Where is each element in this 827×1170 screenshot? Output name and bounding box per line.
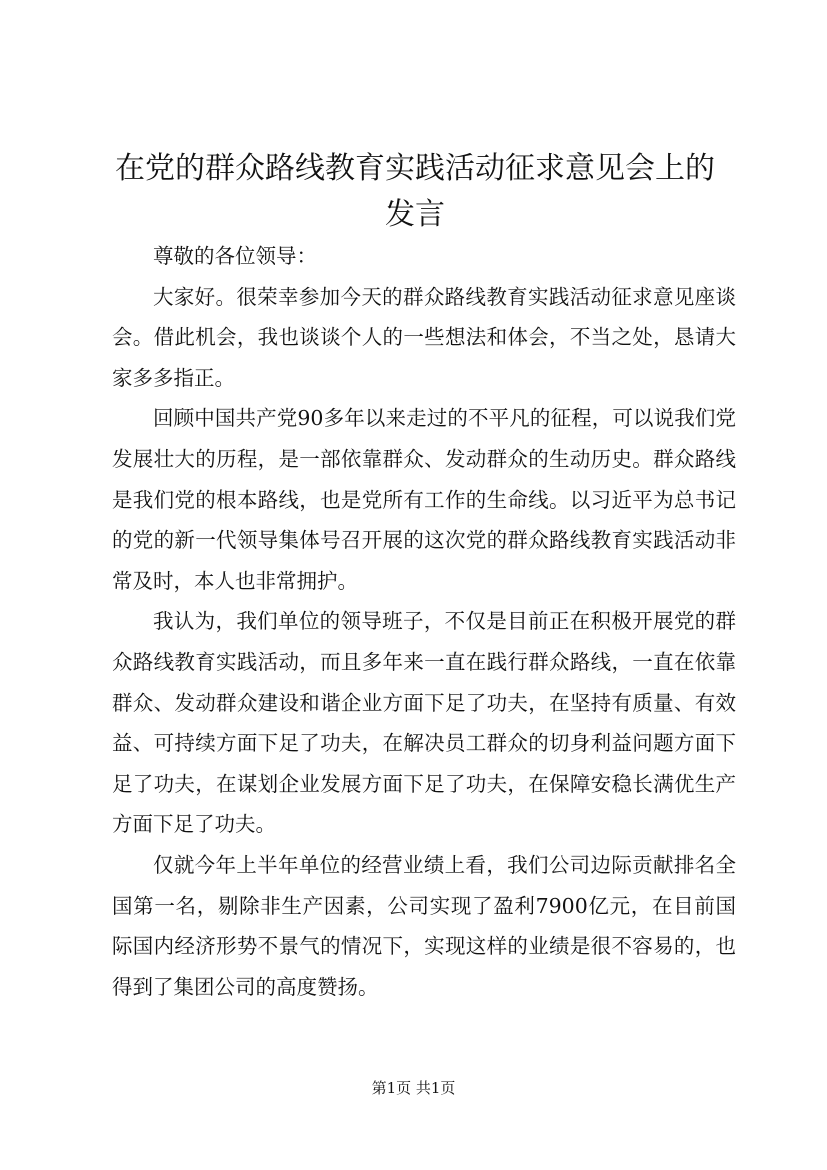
paragraph-history: 回顾中国共产党90多年以来走过的不平凡的征程，可以说我们党发展壮大的历程，是一部依靠群众、发动群众的生动历史。群众路线是我们党的根本路线，也是党所有工作的生命线。以习近平为总书记的党的新一代领导集体号召开展的这次党的群众路线教育实践活动非常及时，本人也非常拥护。	[112, 406, 736, 593]
document-title: 在党的群众路线教育实践活动征求意见会上的发言	[115, 151, 715, 232]
paragraph-leadership: 我认为，我们单位的领导班子，不仅是目前正在积极开展党的群众路线教育实践活动，而且多年来一直在践行群众路线，一直在依靠群众、发动群众建设和谐企业方面下足了功夫，在坚持有质量、有效益、可持续方面下足了功夫，在解决员工群众的切身利益问题方面下足了功夫，在谋划企业发展方面下足了功夫，在保障安稳长满优生产方面下足了功夫。	[112, 609, 736, 837]
paragraph-performance: 仅就今年上半年单位的经营业绩上看，我们公司边际贡献排名全国第一名，剔除非生产因素，公司实现了盈利7900亿元，在目前国际国内经济形势不景气的情况下，实现这样的业绩是很不容易的，也得到了集团公司的高度赞扬。	[112, 852, 736, 999]
document-body	[112, 236, 736, 1007]
page-number-footer: 第1页 共1页	[371, 1079, 456, 1097]
salutation: 尊敬的各位领导：	[153, 244, 317, 268]
paragraph-greeting: 大家好。很荣幸参加今天的群众路线教育实践活动征求意见座谈会。借此机会，我也谈谈个人的一些想法和体会，不当之处，恳请大家多多指正。	[112, 284, 736, 390]
